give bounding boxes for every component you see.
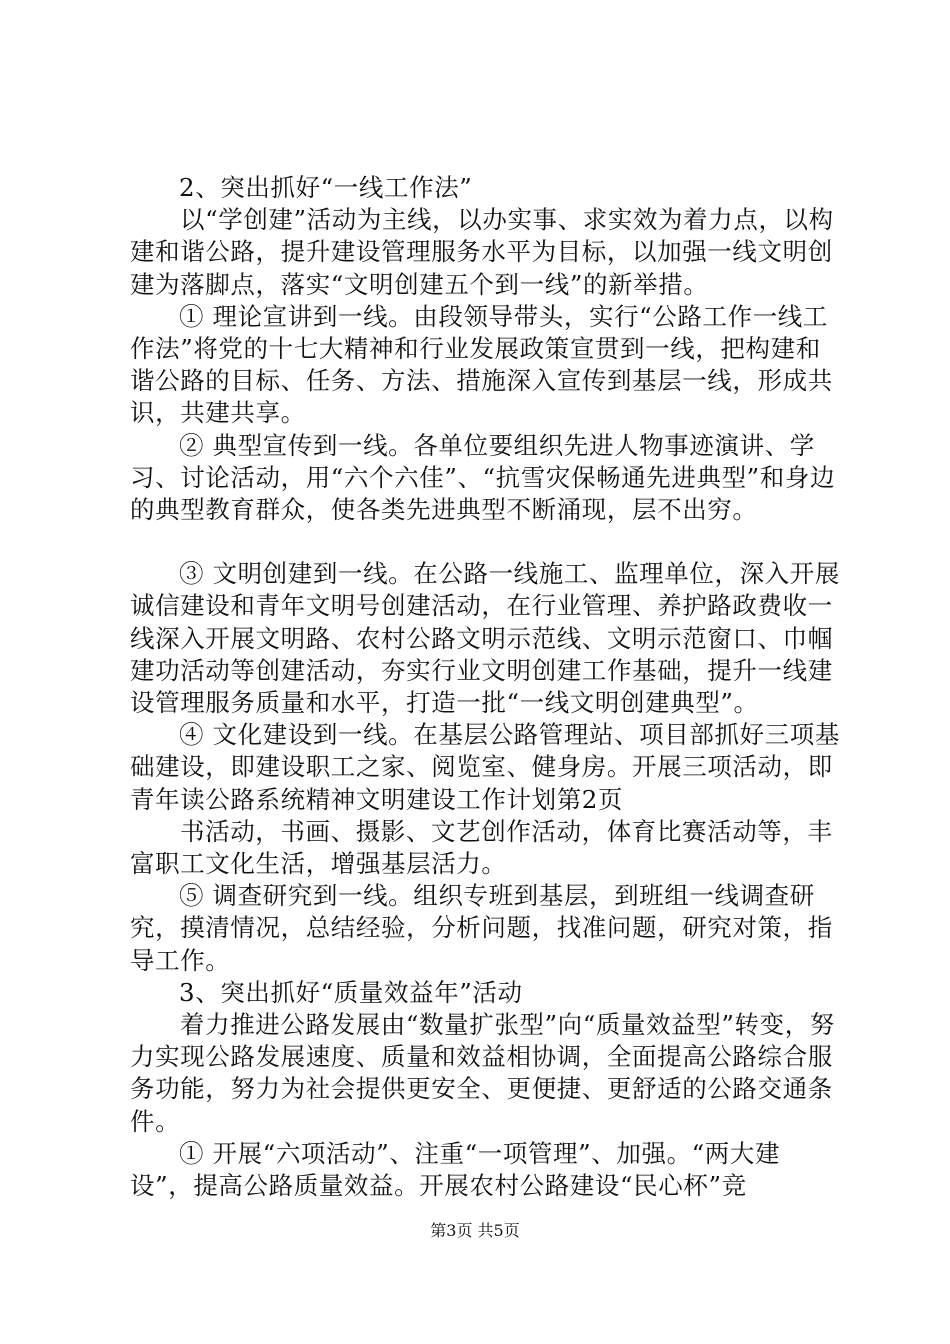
heading-section-3: 3、突出抓好“质量效益年”活动 [179,977,523,1007]
paragraph-item-3: ③ 文明创建到一线。在公路一线施工、监理单位，深入开展诚信建设和青年文明号创建活动，在行业管理、养护路政费收一线深入开展文明路、农村公路文明示范线、文明示范窗口、巾帼建功活动等创建活动，夯实行业文明创建工作基础，提升一线建设管理服务质量和水平，打造一批“一线文明创建典型”。 [130,559,840,718]
paragraph-quality-item-1: ① 开展“六项活动”、注重“一项管理”、加强。“两大建设”，提高公路质量效益。开展农村公路建设“民心杯”竞 [130,1138,781,1201]
paragraph-item-5: ⑤ 调查研究到一线。组织专班到基层，到班组一线调查研究，摸清情况，总结经验，分析问题，找准问题，研究对策，指导工作。 [130,881,833,975]
paragraph-intro: 以“学创建”活动为主线，以办实事、求实效为着力点，以构建和谐公路，提升建设管理服务水平为目标，以加强一线文明创建为落脚点，落实“文明创建五个到一线”的新举措。 [130,205,834,299]
heading-section-2: 2、突出抓好“一线工作法” [179,173,473,202]
paragraph-item-4-continued: 书活动，书画、摄影、文艺创作活动，体育比赛活动等，丰富职工文化生活，增强基层活力。 [130,816,833,879]
paragraph-item-2: ② 典型宣传到一线。各单位要组织先进人物事迹演讲、学习、讨论活动，用“六个六佳”、“抗雪灾保畅通先进典型”和身边的典型教育群众，使各类先进典型不断涌现，层不出穷。 [130,430,836,525]
paragraph-item-1: ① 理论宣讲到一线。由段领导带头，实行“公路工作一线工作法”将党的十七大精神和行业发展政策宣贯到一线，把构建和谐公路的目标、任务、方法、措施深入宣传到基层一线，形成共识，共建共享。 [130,301,833,428]
paragraph-quality-intro: 着力推进公路发展由“数量扩张型”向“质量效益型”转变，努力实现公路发展速度、质量和效益相协调，全面提高公路综合服务功能，努力为社会提供更安全、更便捷、更舒适的公路交通条件。 [130,1010,835,1136]
page-footer: 第3页 共5页 [430,1221,520,1240]
document-body [130,172,840,1202]
paragraph-item-4: ④ 文化建设到一线。在基层公路管理站、项目部抓好三项基础建设，即建设职工之家、阅览室、健身房。开展三项活动，即青年读公路系统精神文明建设工作计划第2页 [130,720,840,814]
